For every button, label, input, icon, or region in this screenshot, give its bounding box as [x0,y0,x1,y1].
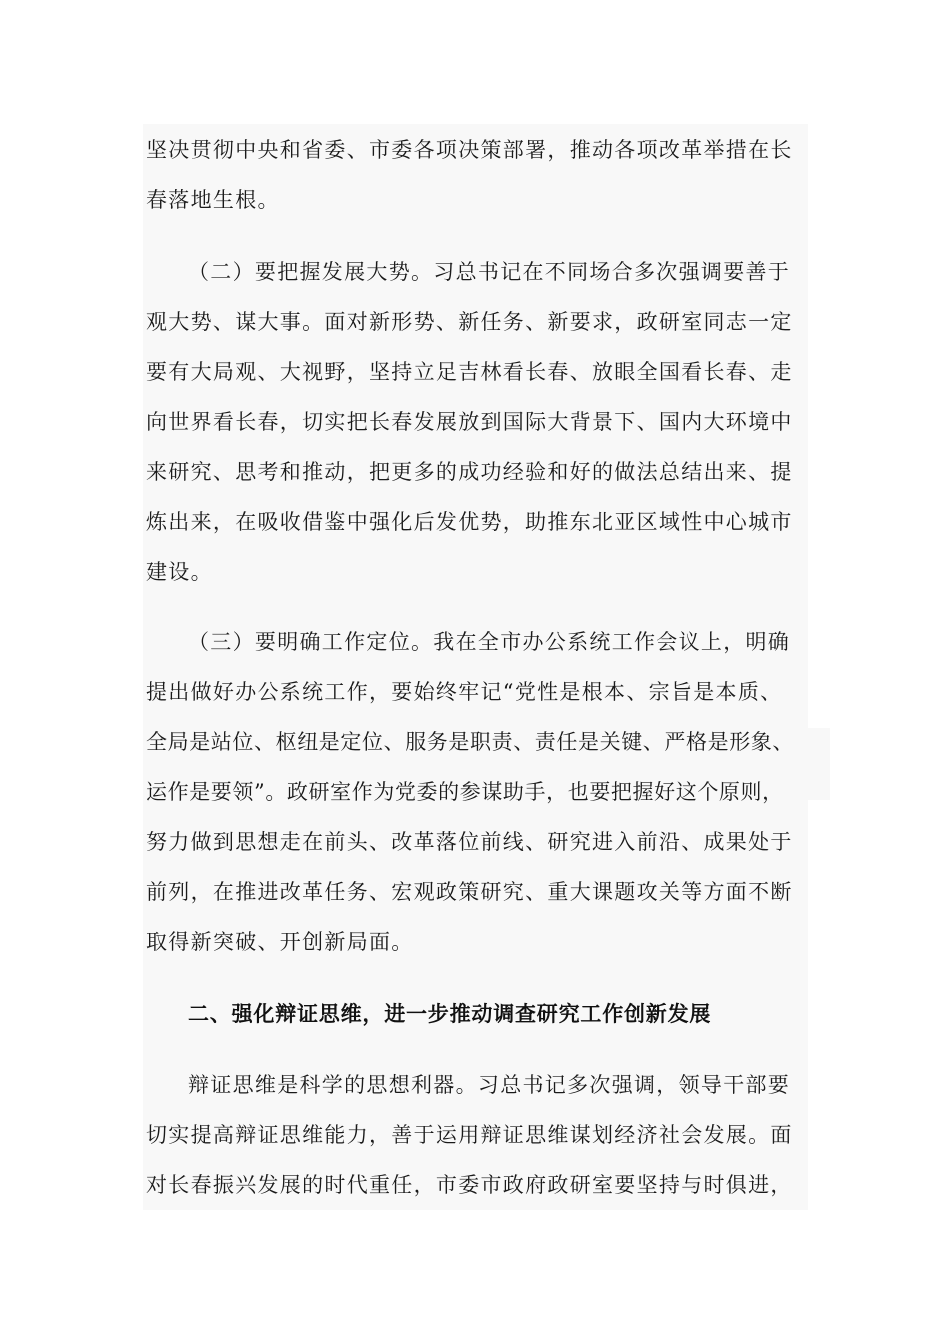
paragraph-3-line-3: 全局是站位、枢纽是定位、服务是职责、责任是关键、严格是形象、 [146,730,794,754]
paragraph-2-line-3: 要有大局观、大视野，坚持立足吉林看长春、放眼全国看长春、走 [146,360,793,384]
paragraph-1-line-1: 坚决贯彻中央和省委、市委各项决策部署，推动各项改革举措在长 [146,138,793,162]
paragraph-4-line-2: 切实提高辩证思维能力，善于运用辩证思维谋划经济社会发展。面 [146,1123,793,1147]
text-overflow-strip [806,728,830,800]
paragraph-2-line-4: 向世界看长春，切实把长春发展放到国际大背景下、国内大环境中 [146,410,793,434]
paragraph-3-line-1: （三）要明确工作定位。我在全市办公系统工作会议上，明确 [188,630,791,654]
paragraph-2-line-5: 来研究、思考和推动，把更多的成功经验和好的做法总结出来、提 [146,460,793,484]
paragraph-2-line-6: 炼出来，在吸收借鉴中强化后发优势，助推东北亚区域性中心城市 [146,510,793,534]
section-heading: 二、强化辩证思维，进一步推动调查研究工作创新发展 [188,1001,712,1026]
paragraph-3-line-4: 运作是要领”。政研室作为党委的参谋助手，也要把握好这个原则， [146,780,784,804]
paragraph-2-line-1: （二）要把握发展大势。习总书记在不同场合多次强调要善于 [188,260,791,284]
paragraph-3-line-5: 努力做到思想走在前头、改革落位前线、研究进入前沿、成果处于 [146,830,793,854]
paragraph-1-line-2: 春落地生根。 [146,188,280,212]
paragraph-2-line-7: 建设。 [146,560,213,584]
paragraph-4-line-1: 辩证思维是科学的思想利器。习总书记多次强调，领导干部要 [188,1073,791,1097]
paragraph-3-line-2: 提出做好办公系统工作，要始终牢记“党性是根本、宗旨是本质、 [146,680,783,704]
paragraph-2-line-2: 观大势、谋大事。面对新形势、新任务、新要求，政研室同志一定 [146,310,793,334]
paragraph-3-line-6: 前列，在推进改革任务、宏观政策研究、重大课题攻关等方面不断 [146,880,793,904]
paragraph-4-line-3: 对长春振兴发展的时代重任，市委市政府政研室要坚持与时俱进， [146,1173,793,1197]
paragraph-3-line-7: 取得新突破、开创新局面。 [146,930,414,954]
